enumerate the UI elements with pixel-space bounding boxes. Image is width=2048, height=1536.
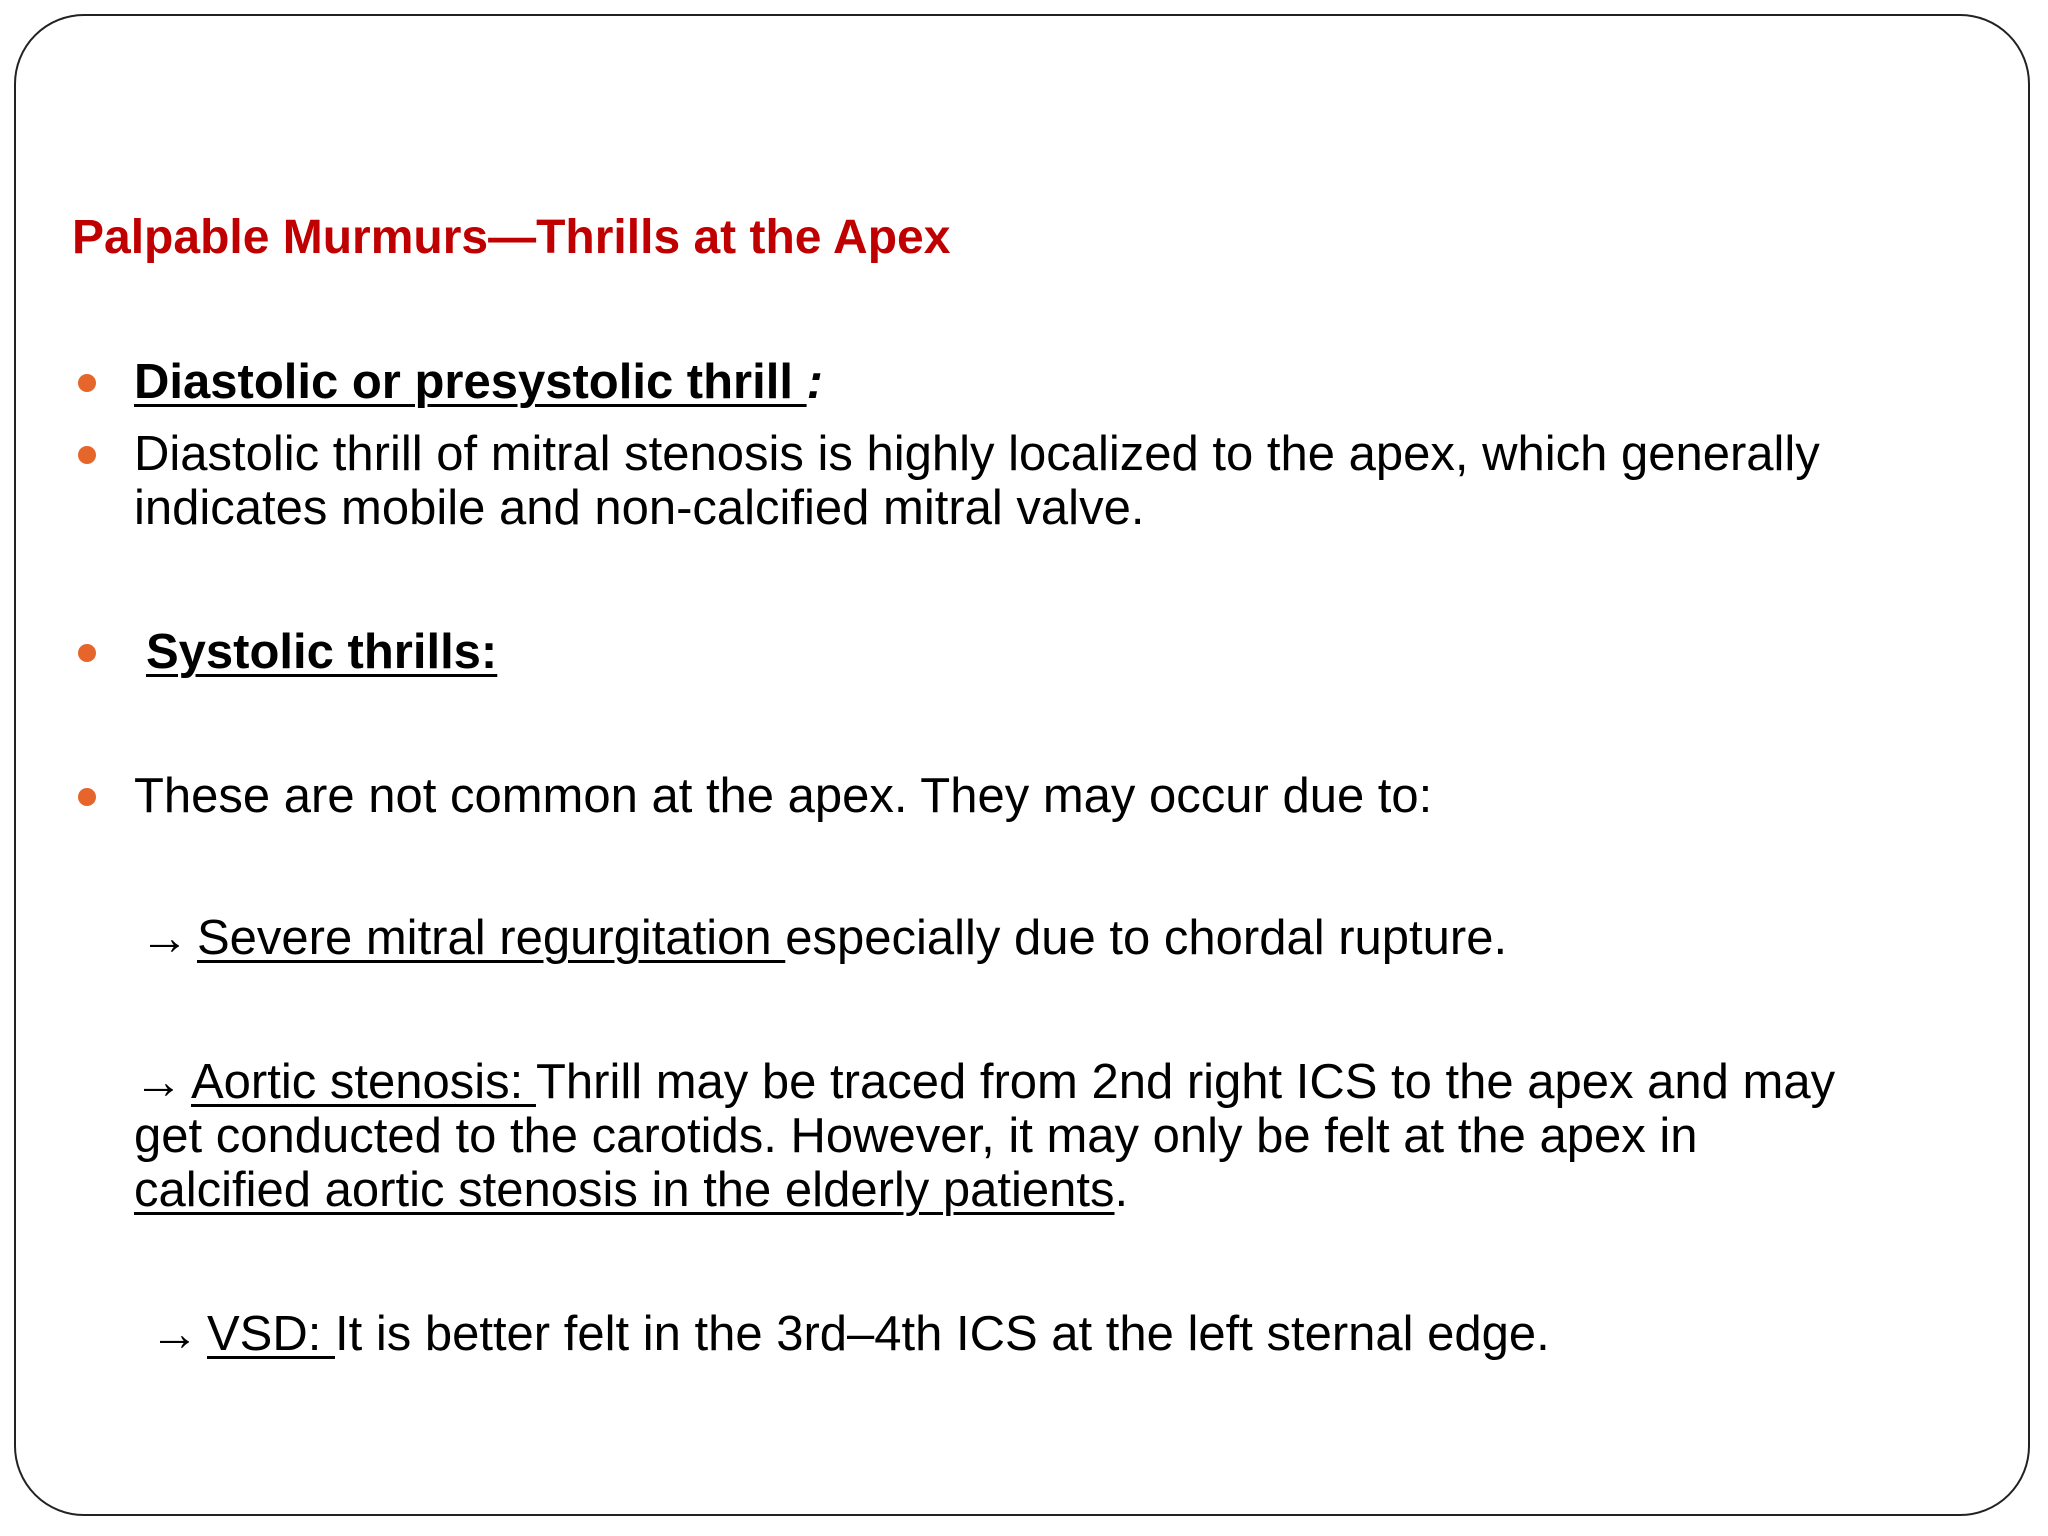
systolic-intro: These are not common at the apex. They may occur due to: [134,769,1433,823]
cause-mitral-regurgitation [140,910,1507,966]
slide-title: Palpable Murmurs—Thrills at the Apex [72,211,951,264]
cause-vsd [150,1306,1550,1362]
bullet-dot-3 [78,644,96,662]
arrow-right-icon: → [150,1307,199,1361]
as-text-line1: Thrill may be traced from 2nd right ICS to the apex and may [535,1055,1836,1109]
mr-label: Severe mitral regurgitation [197,911,786,965]
cause-aortic-stenosis-line2: get conducted to the carotids. However, it may only be felt at the apex in [134,1109,1698,1163]
arrow-right-icon: → [134,1055,183,1109]
as-text-line3-end: . [1114,1163,1129,1217]
arrow-right-icon: → [140,911,189,965]
cause-aortic-stenosis-line1 [134,1054,1835,1110]
bullet-dot-2 [78,446,96,464]
bullet-dot-4 [78,788,96,806]
as-text-line3-underlined: calcified aortic stenosis in the elderly patients [134,1163,1115,1217]
vsd-label: VSD: [207,1307,335,1361]
cause-aortic-stenosis-line3 [134,1162,1128,1218]
diastolic-heading: Diastolic or presystolic thrill [134,355,807,409]
diastolic-desc-line1: Diastolic thrill of mitral stenosis is highly localized to the apex, which generally [134,427,1820,481]
systolic-heading: Systolic thrills: [146,625,498,679]
bullet-dot-1 [78,374,96,392]
diastolic-heading-line [134,354,823,410]
diastolic-desc-line2: indicates mobile and non-calcified mitral valve. [134,481,1145,535]
diastolic-colon: : [806,355,823,409]
vsd-text: It is better felt in the 3rd–4th ICS at the left sternal edge. [334,1307,1550,1361]
as-label: Aortic stenosis: [191,1055,536,1109]
systolic-heading-line [146,624,497,680]
mr-text: especially due to chordal rupture. [785,911,1508,965]
